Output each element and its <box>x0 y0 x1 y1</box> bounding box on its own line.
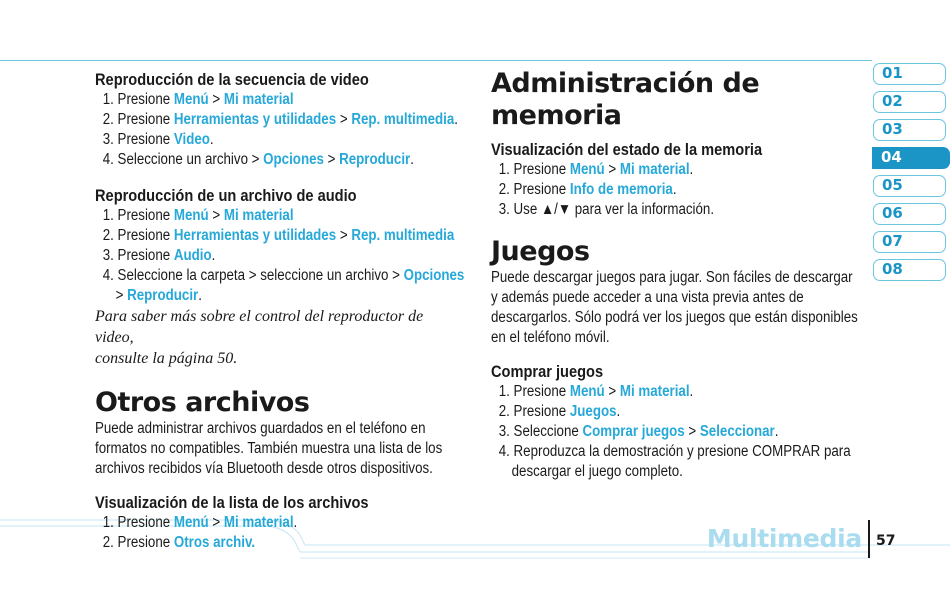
tab-02[interactable]: 02 <box>873 91 946 113</box>
list-item: 4. Seleccione la carpeta > seleccione un archivo > Opciones <box>102 267 465 284</box>
footer-section-title: Multimedia <box>706 524 862 553</box>
otros-archivos-paragraph: Puede administrar archivos guardados en el teléfono en formatos no compatibles. También muestra una lista de los archivos recibidos vía Bluetooth desde otros dispositivos. <box>95 420 443 477</box>
list-item: 4. Reproduzca la demostración y presione COMPRAR para <box>498 443 851 460</box>
list-item: 1. Presione Menú > Mi material. <box>102 514 298 531</box>
tab-08[interactable]: 08 <box>873 259 946 281</box>
top-rule <box>0 60 872 61</box>
section-audio-title: Reproducción de un archivo de audio <box>95 186 357 205</box>
list-item: 3. Use ▲/▼ para ver la información. <box>498 201 715 218</box>
otros-archivos-title: Otros archivos <box>95 387 310 418</box>
administracion-title: Administración de memoria <box>491 68 760 131</box>
video-steps <box>95 90 465 170</box>
left-column <box>95 70 465 553</box>
list-item: 3. Seleccione Comprar juegos > Seleccionar. <box>498 423 779 440</box>
tab-04[interactable]: 04 <box>872 147 950 169</box>
footer-divider <box>868 520 870 558</box>
list-item: 1. Presione Menú > Mi material. <box>498 161 694 178</box>
tab-03[interactable]: 03 <box>873 119 946 141</box>
list-item-continuation: > Reproducir. <box>115 287 202 304</box>
list-item: 1. Presione Menú > Mi material. <box>498 383 694 400</box>
section-memoria-title: Visualización del estado de la memoria <box>491 140 763 159</box>
section-video-title: Reproducción de la secuencia de video <box>95 70 369 89</box>
tab-07[interactable]: 07 <box>873 231 946 253</box>
right-column <box>491 68 861 482</box>
list-item: 1. Presione Menú > Mi material <box>102 207 294 224</box>
list-item: 3. Presione Video. <box>102 131 214 148</box>
list-item-continuation: descargar el juego completo. <box>511 463 683 480</box>
page-number: 57 <box>876 533 896 549</box>
list-item: 2. Presione Juegos. <box>498 403 621 420</box>
tab-05[interactable]: 05 <box>873 175 946 197</box>
list-item: 2. Presione Herramientas y utilidades > Rep. multimedia <box>102 227 455 244</box>
tab-01[interactable]: 01 <box>873 63 946 85</box>
section-lista-title: Visualización de la lista de los archivos <box>95 493 369 512</box>
list-item: 3. Presione Audio. <box>102 247 216 264</box>
note-line: Para saber más sobre el control del reproductor de video, <box>95 308 424 346</box>
list-item: 1. Presione Menú > Mi material <box>102 91 294 108</box>
note-line: consulte la página 50. <box>95 350 238 367</box>
list-item: 4. Seleccione un archivo > Opciones > Reproducir. <box>102 151 414 168</box>
section-comprar-title: Comprar juegos <box>491 362 604 381</box>
juegos-paragraph: Puede descargar juegos para jugar. Son fáciles de descargar y además puede acceder a una vista previa antes de descargarlos. Sólo podrá ver los juegos que están disponibles en el teléfono móvil. <box>491 269 858 346</box>
memoria-steps <box>491 160 861 220</box>
list-item: 2. Presione Otros archiv. <box>102 534 256 551</box>
comprar-steps <box>491 382 861 482</box>
list-item: 2. Presione Herramientas y utilidades > Rep. multimedia. <box>102 111 459 128</box>
list-item: 2. Presione Info de memoria. <box>498 181 677 198</box>
lista-steps <box>95 513 465 553</box>
audio-steps <box>95 206 465 306</box>
juegos-title: Juegos <box>491 236 590 267</box>
tab-06[interactable]: 06 <box>873 203 946 225</box>
